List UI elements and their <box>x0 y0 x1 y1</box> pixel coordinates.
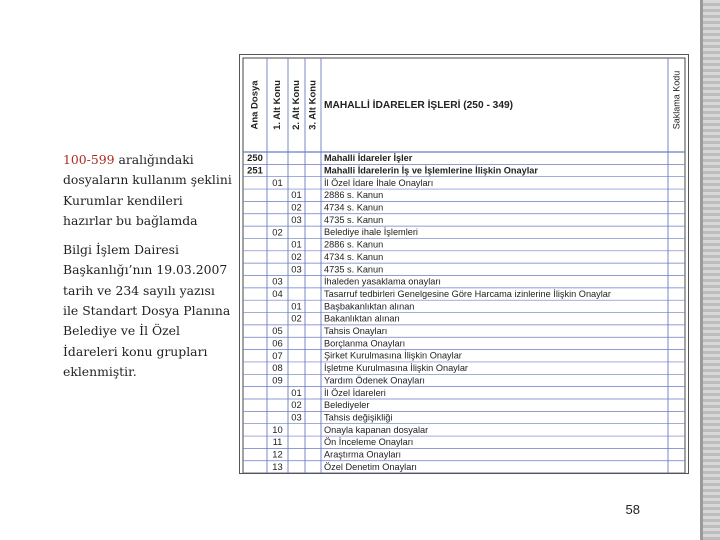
row-description: Şirket Kurulmasına İlişkin Onaylar <box>324 350 462 361</box>
row-code: 03 <box>272 275 283 287</box>
row-description: İşletme Kurulmasına İlişkin Onaylar <box>324 363 468 374</box>
row-description: Bakanlıktan alınan <box>324 313 400 324</box>
row-description: Borçlanma Onayları <box>324 338 406 349</box>
row-description: Özel Denetim Onayları <box>324 461 417 472</box>
row-description: Mahalli İdarelerin İş ve İşlemlerine İlişkin Onaylar <box>324 165 538 176</box>
row-code: 09 <box>272 374 283 386</box>
row-code: 03 <box>291 411 302 423</box>
row-description: Araştırma Onayları <box>324 449 402 460</box>
slide-right-edge <box>700 0 720 540</box>
row-description: İl Özel İdareleri <box>324 387 386 398</box>
row-description: İl Özel İdare İhale Onayları <box>324 177 434 188</box>
row-code: 01 <box>291 189 302 201</box>
description-paragraph-2: Bilgi İşlem Dairesi Başkanlığı’nın 19.03.2007 tarih ve 234 sayılı yazısı ile Standart Dosya Planına Belediye ve İl Özel İdareleri konu grupları eklenmiştir. <box>63 242 231 379</box>
row-description: Mahalli İdareler İşler <box>324 153 413 164</box>
row-code: 08 <box>272 362 283 374</box>
row-code: 05 <box>272 325 283 337</box>
row-description: 2886 s. Kanun <box>324 239 384 250</box>
row-description: Tahsis Onayları <box>324 326 388 337</box>
description-paragraph-1 <box>63 150 233 231</box>
column-header: 1. Alt Konu <box>272 80 284 130</box>
row-description: Onayla kapanan dosyalar <box>324 424 429 435</box>
column-header: 3. Alt Konu <box>307 80 319 130</box>
column-header: 2. Alt Konu <box>291 80 303 130</box>
row-code: 11 <box>272 436 283 448</box>
row-code: 03 <box>291 263 302 275</box>
row-description: Başbakanlıktan alınan <box>324 301 415 312</box>
row-code: 02 <box>291 399 302 411</box>
row-code: 02 <box>291 250 302 262</box>
row-code: 250 <box>247 152 263 164</box>
range-highlight: 100-599 <box>63 152 115 167</box>
row-code: 251 <box>247 164 263 176</box>
row-description: Yardım Ödenek Onayları <box>324 375 425 386</box>
page-number: 58 <box>625 502 640 517</box>
row-description: 2886 s. Kanun <box>324 190 384 201</box>
row-code: 13 <box>272 460 283 472</box>
row-description: Tahsis değişikliği <box>324 412 393 423</box>
row-code: 02 <box>272 226 283 238</box>
table-title: MAHALLİ İDARELER İŞLERİ (250 - 349) <box>324 100 514 111</box>
row-code: 01 <box>291 386 302 398</box>
file-plan-table <box>239 54 689 474</box>
row-code: 01 <box>291 238 302 250</box>
row-code: 07 <box>272 349 283 361</box>
row-description: Belediye ihale İşlemleri <box>324 227 418 238</box>
row-code: 04 <box>272 288 283 300</box>
row-code: 01 <box>272 176 283 188</box>
description-text <box>63 150 233 391</box>
column-header: Ana Dosya <box>249 80 261 130</box>
row-code: 12 <box>272 448 283 460</box>
file-plan-table-graphic <box>240 55 688 473</box>
row-description: İhaleden yasaklama onayları <box>324 276 441 287</box>
row-code: 06 <box>272 337 283 349</box>
row-description: 4734 s. Kanun <box>324 202 384 213</box>
row-description: Ön İnceleme Onayları <box>324 437 414 448</box>
row-description: Belediyeler <box>324 400 370 411</box>
retention-header: Saklama Kodu <box>671 70 682 130</box>
row-description: 4734 s. Kanun <box>324 251 384 262</box>
description-paragraph-1-rest: aralığındaki dosyaların kullanım şeklini Kurumlar kendileri hazırlar bu bağlamda <box>63 152 232 228</box>
row-description: 4735 s. Kanun <box>324 214 384 225</box>
row-description: 4735 s. Kanun <box>324 264 384 275</box>
row-code: 03 <box>291 213 302 225</box>
row-code: 02 <box>291 312 302 324</box>
row-description: Tasarruf tedbirleri Genelgesine Göre Harcama izinlerine İlişkin Onaylar <box>324 288 611 299</box>
row-code: 02 <box>291 201 302 213</box>
row-code: 01 <box>291 300 302 312</box>
row-code: 10 <box>272 423 283 435</box>
